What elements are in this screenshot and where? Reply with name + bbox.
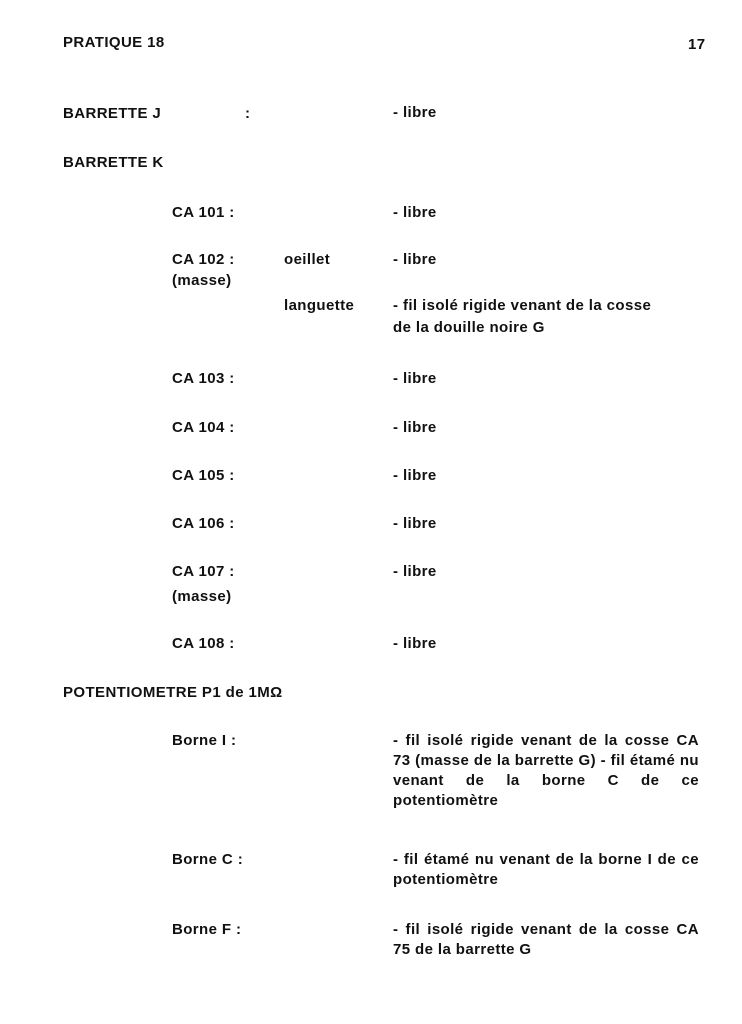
entry-label: CA 105 : [172, 467, 235, 484]
page-number: 17 [688, 36, 706, 53]
entry-label: CA 104 : [172, 419, 235, 436]
barrette-j-value: - libre [393, 104, 437, 121]
entry-value: - fil isolé rigide venant de la cosse [393, 297, 652, 314]
borne-label: Borne I : [172, 732, 237, 749]
borne-value: - fil isolé rigide venant de la cosse CA 75 de la barrette G [393, 921, 699, 958]
entry-label: CA 106 : [172, 515, 235, 532]
entry-value: - libre [393, 251, 437, 268]
section-title-potentiometre: POTENTIOMETRE P1 de 1MΩ [63, 684, 283, 701]
borne-value: - fil étamé nu venant de la borne I de ce potentiomètre [393, 851, 699, 888]
running-header: PRATIQUE 18 [63, 34, 165, 51]
barrette-j-colon: : [245, 105, 251, 122]
borne-value: - fil isolé rigide venant de la cosse CA 73 (masse de la barrette G) - fil étamé nu venant de la borne C de ce potentiomètre [393, 732, 699, 809]
entry-value: - libre [393, 515, 437, 532]
borne-label: Borne C : [172, 851, 244, 868]
entry-sublabel: (masse) [172, 272, 232, 289]
entry-label: CA 103 : [172, 370, 235, 387]
entry-part: languette [284, 297, 355, 314]
entry-value: - libre [393, 563, 437, 580]
entry-label: CA 101 : [172, 204, 235, 221]
entry-value: - libre [393, 204, 437, 221]
entry-part: oeillet [284, 251, 331, 268]
section-title-barrette-k: BARRETTE K [63, 154, 164, 171]
entry-value: - libre [393, 635, 437, 652]
entry-sublabel: (masse) [172, 588, 232, 605]
entry-value: de la douille noire G [393, 319, 545, 336]
entry-value: - libre [393, 370, 437, 387]
entry-label: CA 108 : [172, 635, 235, 652]
entry-value: - libre [393, 467, 437, 484]
entry-value: - libre [393, 419, 437, 436]
entry-label: CA 102 : [172, 251, 235, 268]
borne-label: Borne F : [172, 921, 242, 938]
entry-label: CA 107 : [172, 563, 235, 580]
section-title-barrette-j: BARRETTE J [63, 105, 162, 122]
